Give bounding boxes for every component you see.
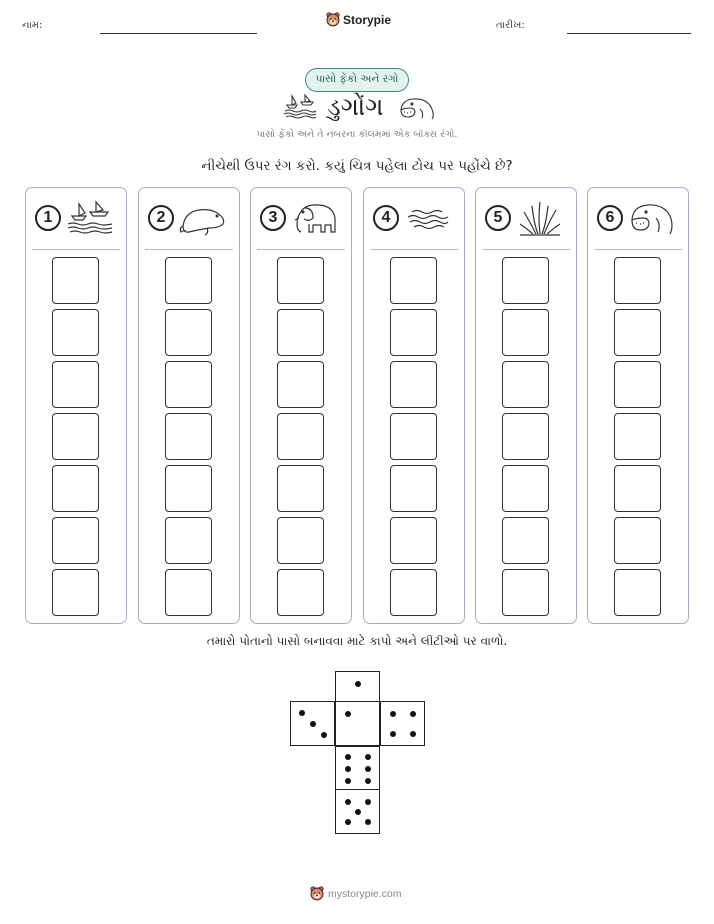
color-box[interactable]: [52, 361, 99, 408]
storypie-logo: [326, 12, 391, 28]
column-number: 6: [597, 205, 623, 231]
activity-pill: પાસો ફેંકો અને રંગો: [305, 68, 409, 92]
color-box[interactable]: [52, 569, 99, 616]
color-box[interactable]: [165, 465, 212, 512]
die-pips-icon: [291, 702, 336, 747]
column-number: 3: [260, 205, 286, 231]
question-text: નીચેથી ઉપર રંગ કરો. કયું ચિત્ર પહેલા ટોચ પર પહોંચે છે?: [201, 158, 513, 174]
color-box[interactable]: [614, 309, 661, 356]
color-box[interactable]: [390, 309, 437, 356]
column-2: [138, 187, 240, 624]
die-pips-icon: [381, 702, 426, 747]
color-box[interactable]: [277, 413, 324, 460]
footer: [310, 886, 402, 902]
name-label: નામ:: [22, 20, 43, 31]
dugong-face-icon: [398, 95, 438, 121]
die-face-6[interactable]: [335, 746, 380, 791]
column-divider: [257, 249, 345, 250]
column-divider: [370, 249, 458, 250]
color-box[interactable]: [165, 413, 212, 460]
color-box[interactable]: [614, 465, 661, 512]
footer-site[interactable]: mystorypie.com: [328, 888, 402, 900]
date-label: તારીખ:: [496, 20, 525, 31]
column-4: [363, 187, 465, 624]
die-face-4[interactable]: [380, 701, 425, 746]
color-box[interactable]: [502, 309, 549, 356]
color-box[interactable]: [614, 361, 661, 408]
color-box[interactable]: [390, 517, 437, 564]
brand-name: Storypie: [343, 13, 392, 27]
boats-icon: [66, 198, 114, 238]
dugong-face-icon: [628, 198, 676, 238]
color-box[interactable]: [502, 465, 549, 512]
boats-icon: [283, 93, 317, 119]
color-box[interactable]: [502, 517, 549, 564]
color-box[interactable]: [277, 517, 324, 564]
color-box[interactable]: [502, 361, 549, 408]
column-divider: [32, 249, 120, 250]
elephant-icon: [291, 198, 339, 238]
column-5: [475, 187, 577, 624]
column-divider: [594, 249, 682, 250]
seagrass-icon: [516, 198, 564, 238]
water-icon: [404, 198, 452, 238]
color-box[interactable]: [52, 465, 99, 512]
column-6: [587, 187, 689, 624]
die-pips-icon: [336, 747, 381, 792]
color-box[interactable]: [614, 257, 661, 304]
column-number: 4: [373, 205, 399, 231]
column-1: [25, 187, 127, 624]
color-box[interactable]: [165, 309, 212, 356]
die-face-center[interactable]: [335, 701, 380, 746]
dugong-icon: [179, 198, 227, 238]
die-pips-icon: [336, 790, 381, 835]
color-box[interactable]: [390, 465, 437, 512]
color-box[interactable]: [165, 517, 212, 564]
instructions-subtitle: પાસો ફેંકો અને તે નંબરના કૉલમમાં એક બૉક્સ રંગો.: [256, 129, 458, 140]
name-line[interactable]: [100, 33, 257, 34]
color-box[interactable]: [277, 309, 324, 356]
die-net-instruction: તમારો પોતાનો પાસો બનાવવા માટે કાપો અને લીટીઓ પર વાળો.: [206, 634, 508, 648]
color-box[interactable]: [502, 257, 549, 304]
color-box[interactable]: [277, 361, 324, 408]
color-box[interactable]: [52, 257, 99, 304]
storypie-bear-icon: [310, 886, 324, 902]
die-face-5[interactable]: [335, 789, 380, 834]
storypie-bear-icon: [326, 12, 340, 28]
color-box[interactable]: [52, 517, 99, 564]
title-row: [0, 90, 714, 126]
column-number: 5: [485, 205, 511, 231]
color-box[interactable]: [277, 465, 324, 512]
column-number: 1: [35, 205, 61, 231]
color-box[interactable]: [165, 361, 212, 408]
column-divider: [482, 249, 570, 250]
color-box[interactable]: [52, 309, 99, 356]
color-box[interactable]: [390, 413, 437, 460]
color-box[interactable]: [614, 569, 661, 616]
color-box[interactable]: [277, 569, 324, 616]
color-box[interactable]: [614, 413, 661, 460]
column-divider: [145, 249, 233, 250]
color-box[interactable]: [277, 257, 324, 304]
color-box[interactable]: [614, 517, 661, 564]
date-line[interactable]: [567, 33, 691, 34]
page-title: ડુગોંગ: [327, 92, 384, 121]
color-box[interactable]: [502, 413, 549, 460]
color-box[interactable]: [390, 257, 437, 304]
column-3: [250, 187, 352, 624]
color-box[interactable]: [502, 569, 549, 616]
die-face-3[interactable]: [290, 701, 335, 746]
color-box[interactable]: [165, 257, 212, 304]
color-box[interactable]: [165, 569, 212, 616]
die-pips-icon: [336, 702, 381, 747]
color-box[interactable]: [52, 413, 99, 460]
color-box[interactable]: [390, 361, 437, 408]
column-number: 2: [148, 205, 174, 231]
color-box[interactable]: [390, 569, 437, 616]
